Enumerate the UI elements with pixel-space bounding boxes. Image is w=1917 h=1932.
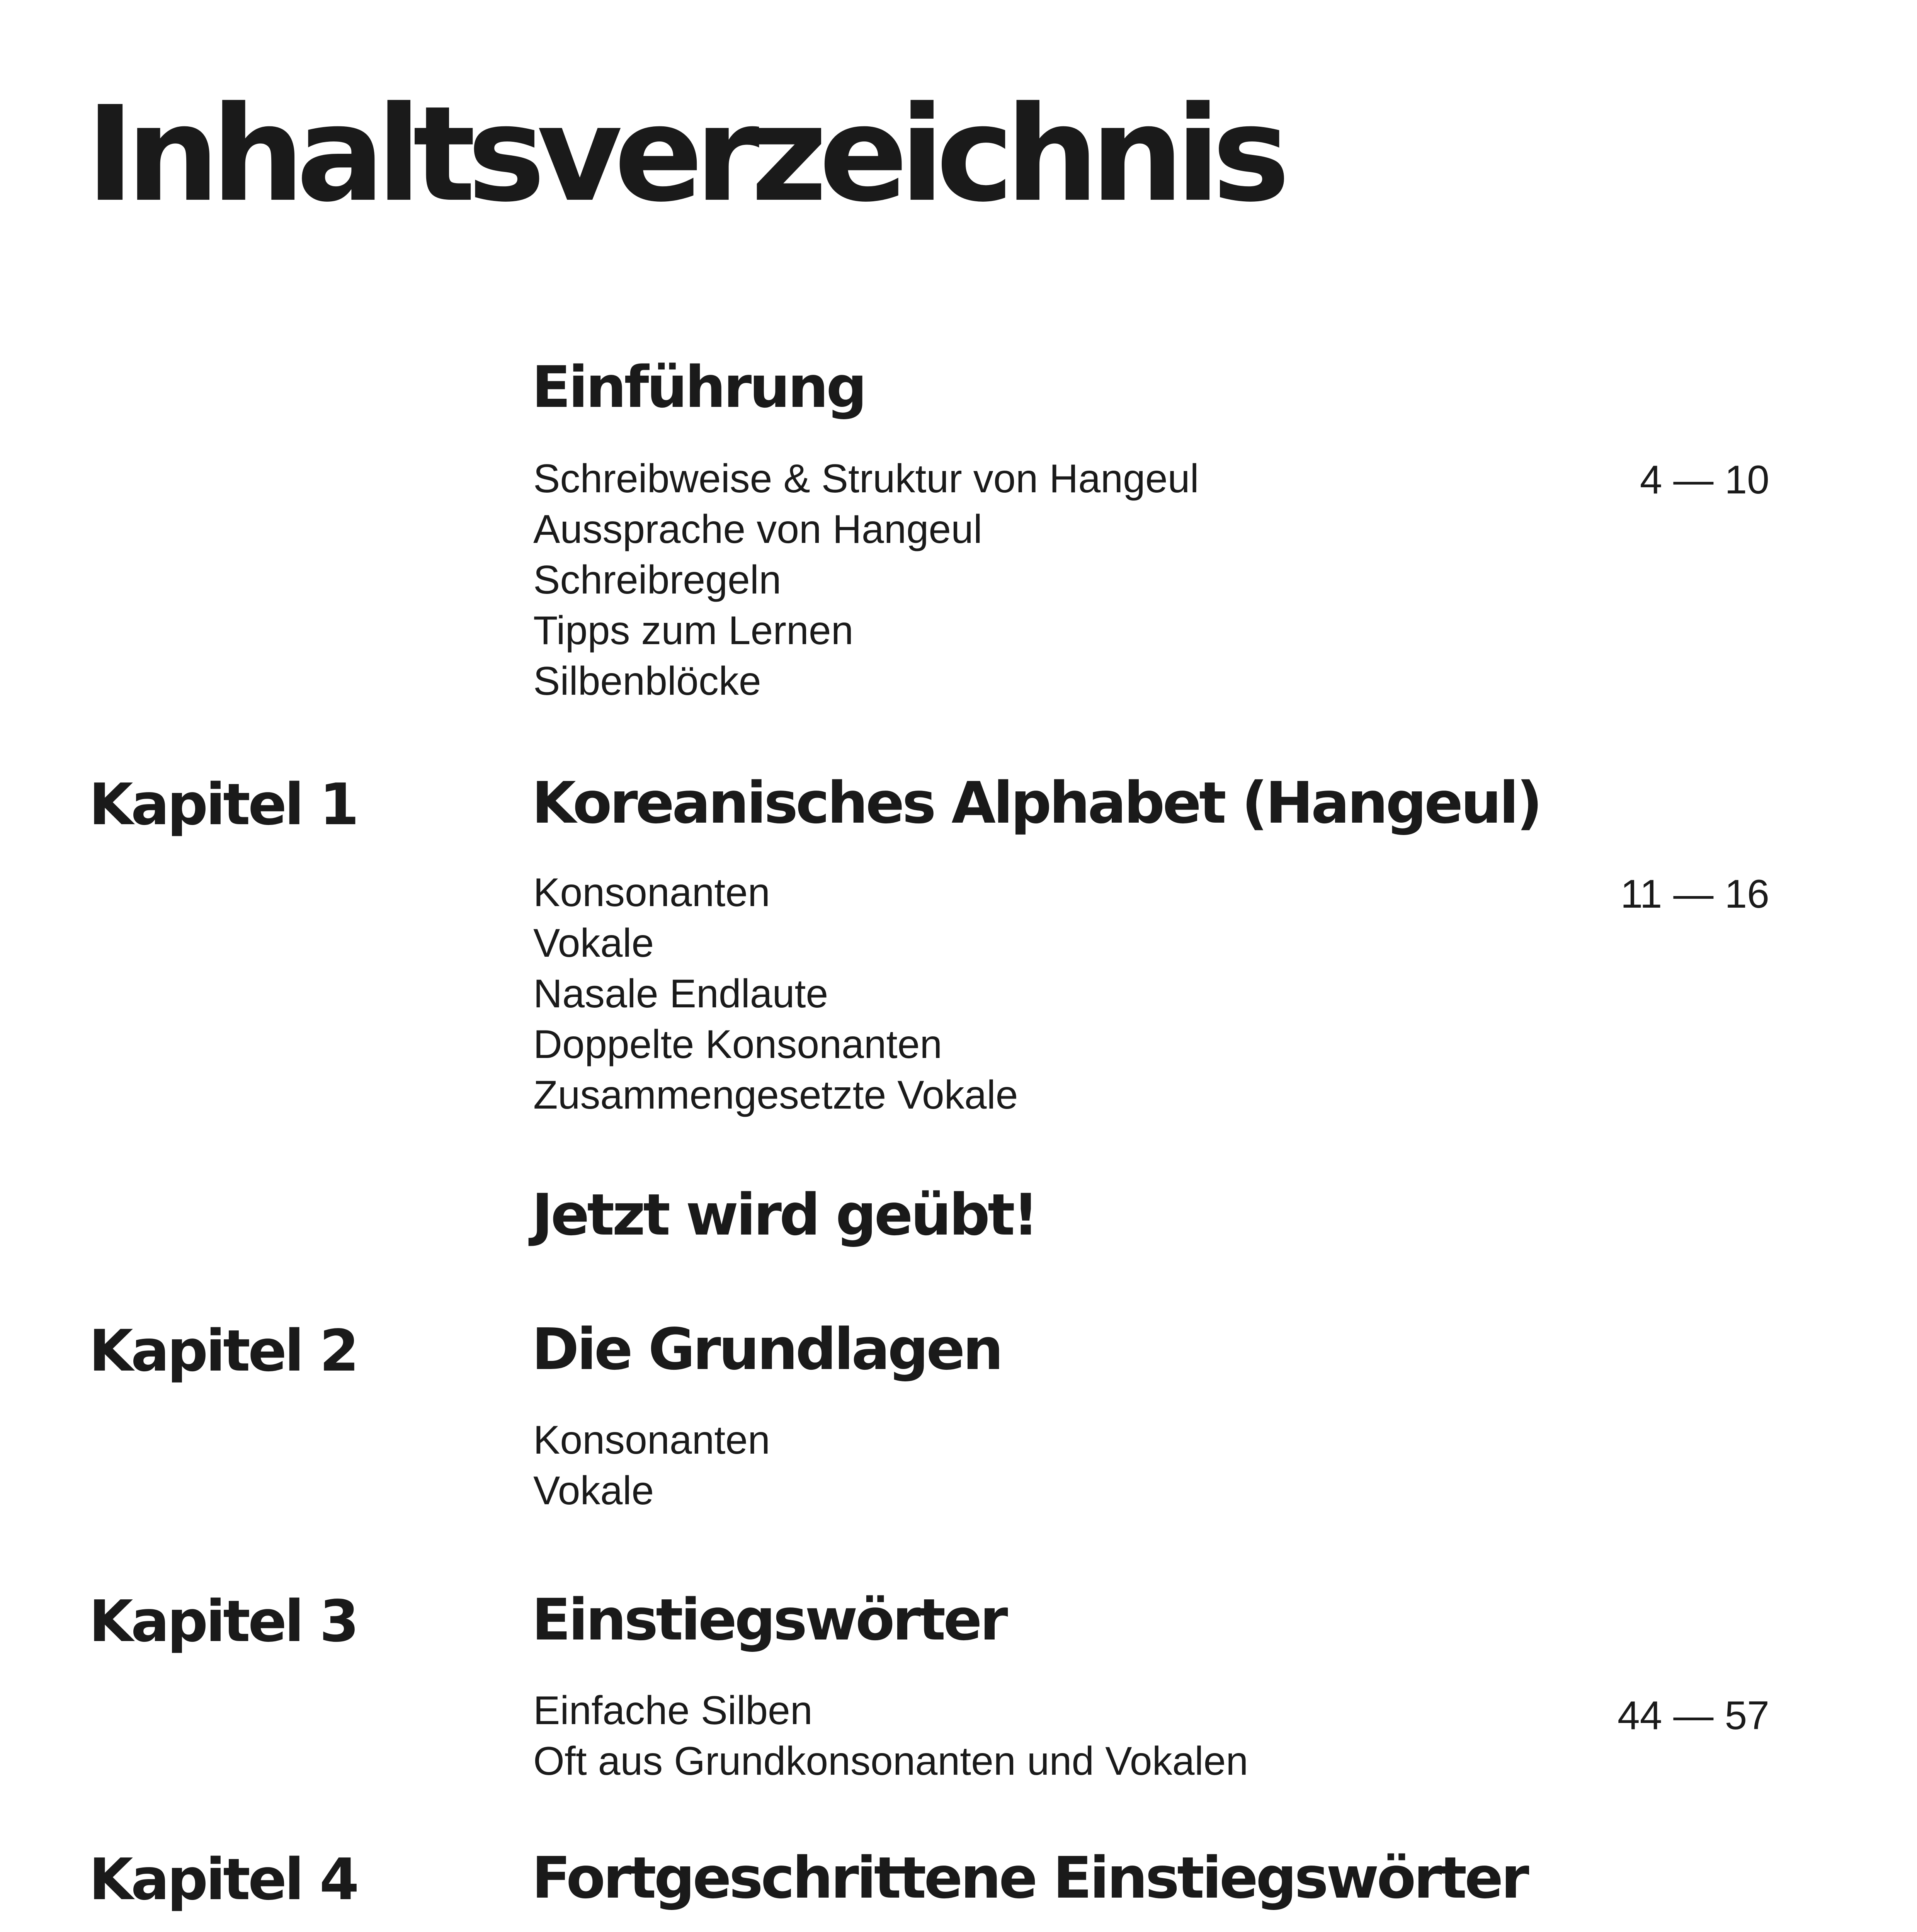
- page-title: Inhaltsverzeichnis: [86, 78, 1282, 231]
- item-list-chapter-2: [533, 1415, 770, 1516]
- item-list-intro: [533, 454, 1199, 707]
- section-title-chapter-2: Die Grundlagen: [532, 1316, 1001, 1383]
- page-range-intro: 4 — 10: [1640, 457, 1769, 502]
- list-item: Tipps zum Lernen: [533, 608, 854, 653]
- list-item: Vokale: [533, 921, 654, 966]
- section-title-chapter-4: Fortgeschrittene Einstiegswörter: [532, 1845, 1527, 1911]
- list-item: Zusammengesetzte Vokale: [533, 1073, 1018, 1117]
- page-range-chapter-1: 11 — 16: [1620, 872, 1769, 917]
- page-range-chapter-3: 44 — 57: [1617, 1693, 1769, 1738]
- list-item: Schreibweise & Struktur von Hangeul: [533, 456, 1199, 501]
- list-item: Vokale: [533, 1468, 654, 1513]
- item-list-chapter-3: [533, 1685, 1248, 1787]
- item-list-chapter-1: [533, 867, 1018, 1121]
- list-item: Aussprache von Hangeul: [533, 507, 983, 552]
- list-item: Einfache Silben: [533, 1688, 813, 1733]
- chapter-label-3: Kapitel 3: [89, 1588, 357, 1655]
- section-title-chapter-3: Einstiegswörter: [532, 1587, 1006, 1653]
- list-item: Silbenblöcke: [533, 659, 761, 704]
- list-item: Konsonanten: [533, 1418, 770, 1463]
- list-item: Oft aus Grundkonsonanten und Vokalen: [533, 1739, 1249, 1784]
- chapter-label-4: Kapitel 4: [89, 1846, 357, 1913]
- list-item: Schreibregeln: [533, 558, 781, 602]
- list-item: Doppelte Konsonanten: [533, 1022, 942, 1067]
- list-item: Konsonanten: [533, 870, 770, 915]
- section-title-chapter-1: Koreanisches Alphabet (Hangeul): [532, 770, 1541, 836]
- chapter-label-2: Kapitel 2: [89, 1318, 357, 1384]
- chapter-label-1: Kapitel 1: [89, 771, 357, 838]
- section-title-practice: Jetzt wird geübt!: [532, 1182, 1037, 1248]
- section-title-intro: Einführung: [532, 354, 865, 420]
- list-item: Nasale Endlaute: [533, 971, 828, 1016]
